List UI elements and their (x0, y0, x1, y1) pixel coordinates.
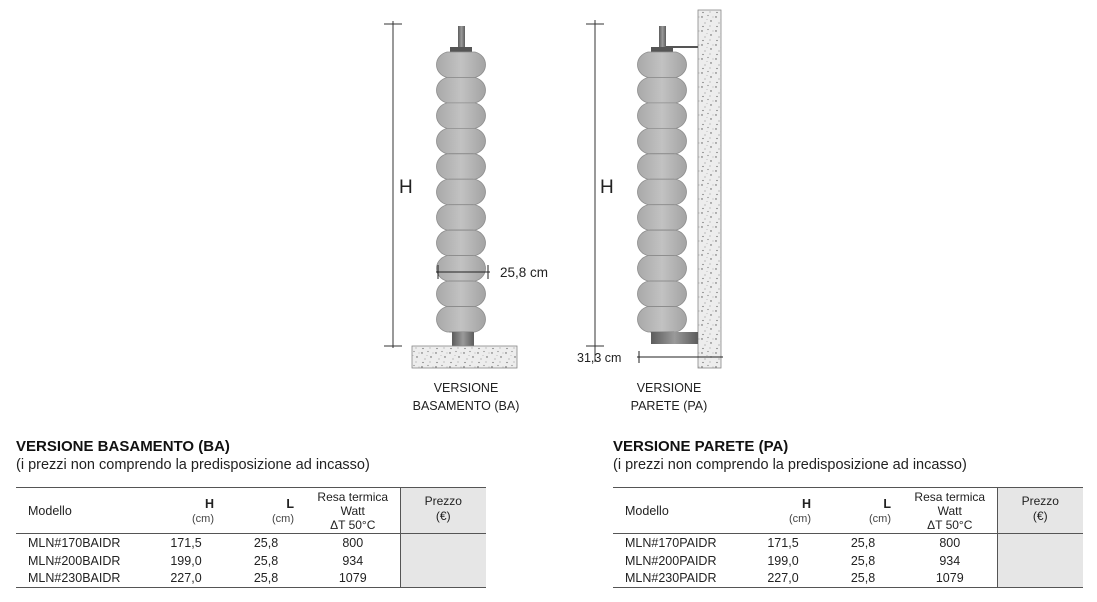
pa-cell-l: 25,8 (850, 571, 876, 586)
ba-foot (452, 332, 474, 346)
pa-spec-table (613, 487, 1083, 588)
radiator-fin (437, 179, 486, 204)
pa-radiator-body (638, 52, 687, 332)
ba-section-title: VERSIONE BASAMENTO (BA) (16, 438, 230, 455)
pa-col-h: H (cm) (789, 496, 811, 525)
ba-caption-2: BASAMENTO (BA) (412, 399, 520, 413)
pa-section-subtitle: (i prezzi non comprendo la predisposizione ad incasso) (613, 457, 967, 473)
radiator-fin (638, 307, 687, 332)
pa-cell-model: MLN#200PAIDR (625, 553, 717, 568)
pa-cell-watt: 800 (939, 535, 961, 550)
radiator-fin (437, 307, 486, 332)
pa-cell-price (997, 534, 1083, 588)
radiator-fin (437, 256, 486, 281)
ba-cell-h: 171,5 (170, 535, 202, 550)
pa-col-resa: Resa termica Watt ΔT 50°C (914, 489, 986, 532)
ba-radiator-body (437, 52, 486, 332)
radiator-fin (638, 154, 687, 179)
ba-col-l: L (cm) (272, 496, 294, 525)
pa-col-l: L (cm) (869, 496, 891, 525)
ba-cell-l: 25,8 (253, 553, 279, 568)
ba-cell-watt: 800 (342, 535, 364, 550)
radiator-fin (638, 128, 687, 153)
ba-cell-model: MLN#200BAIDR (28, 553, 121, 568)
pa-bottom-bracket (651, 332, 698, 344)
pa-cell-model: MLN#170PAIDR (625, 535, 717, 550)
ba-col-price: Prezzo (€) (400, 488, 486, 534)
radiator-fin (638, 52, 687, 77)
radiator-fin (638, 77, 687, 102)
pa-col-price: Prezzo (€) (997, 488, 1083, 534)
ba-top-pipe (458, 26, 465, 50)
ba-section-subtitle: (i prezzi non comprendo la predisposizione ad incasso) (16, 457, 370, 473)
radiator-fin (638, 179, 687, 204)
ba-col-resa: Resa termica Watt ΔT 50°C (317, 489, 389, 532)
ba-spec-table (16, 487, 486, 588)
pa-cell-watt: 934 (939, 553, 961, 568)
pa-top-pipe (659, 26, 666, 50)
ba-table-row (16, 534, 486, 552)
radiator-fin (437, 154, 486, 179)
radiator-fin (437, 205, 486, 230)
radiator-fin (437, 77, 486, 102)
radiator-fin (638, 256, 687, 281)
radiator-fin (638, 230, 687, 255)
ba-caption-1: VERSIONE (433, 381, 499, 395)
pa-cell-h: 227,0 (767, 571, 799, 586)
ba-cell-model: MLN#230BAIDR (28, 571, 121, 586)
ba-width-label: 25,8 cm (500, 265, 549, 280)
pa-wall (698, 10, 721, 368)
pa-caption-2: PARETE (PA) (630, 399, 708, 413)
ba-cell-h: 199,0 (170, 553, 202, 568)
ba-col-h: H (cm) (192, 496, 214, 525)
pa-offset-label: 31,3 cm (577, 351, 622, 365)
pa-cell-model: MLN#230PAIDR (625, 571, 717, 586)
ba-height-label: H (399, 177, 413, 198)
radiator-fin (638, 205, 687, 230)
ba-cell-price (400, 534, 486, 588)
ba-cell-l: 25,8 (253, 535, 279, 550)
ba-base-slab (412, 346, 517, 368)
ba-cell-watt: 934 (342, 553, 364, 568)
ba-cell-watt: 1079 (338, 571, 367, 586)
radiator-fin (437, 103, 486, 128)
radiator-fin (638, 281, 687, 306)
radiator-fin (437, 52, 486, 77)
ba-cell-l: 25,8 (253, 571, 279, 586)
radiator-fin (437, 281, 486, 306)
ba-drawing (384, 21, 548, 413)
radiator-fin (638, 103, 687, 128)
ba-section (16, 438, 370, 473)
ba-header-row (16, 488, 486, 534)
pa-drawing (577, 10, 723, 413)
pa-col-model: Modello (625, 503, 669, 518)
ba-col-model: Modello (28, 503, 72, 518)
pa-table-row (613, 534, 1083, 552)
pa-height-label: H (600, 177, 614, 198)
ba-cell-model: MLN#170BAIDR (28, 535, 121, 550)
ba-cell-h: 227,0 (170, 571, 202, 586)
pa-caption-1: VERSIONE (636, 381, 702, 395)
pa-cell-l: 25,8 (850, 535, 876, 550)
pa-header-row (613, 488, 1083, 534)
pa-section (613, 438, 967, 473)
pa-cell-h: 199,0 (767, 553, 799, 568)
pa-cell-watt: 1079 (935, 571, 964, 586)
pa-cell-l: 25,8 (850, 553, 876, 568)
radiator-fin (437, 230, 486, 255)
pa-cell-h: 171,5 (767, 535, 799, 550)
pa-section-title: VERSIONE PARETE (PA) (613, 438, 789, 455)
radiator-fin (437, 128, 486, 153)
